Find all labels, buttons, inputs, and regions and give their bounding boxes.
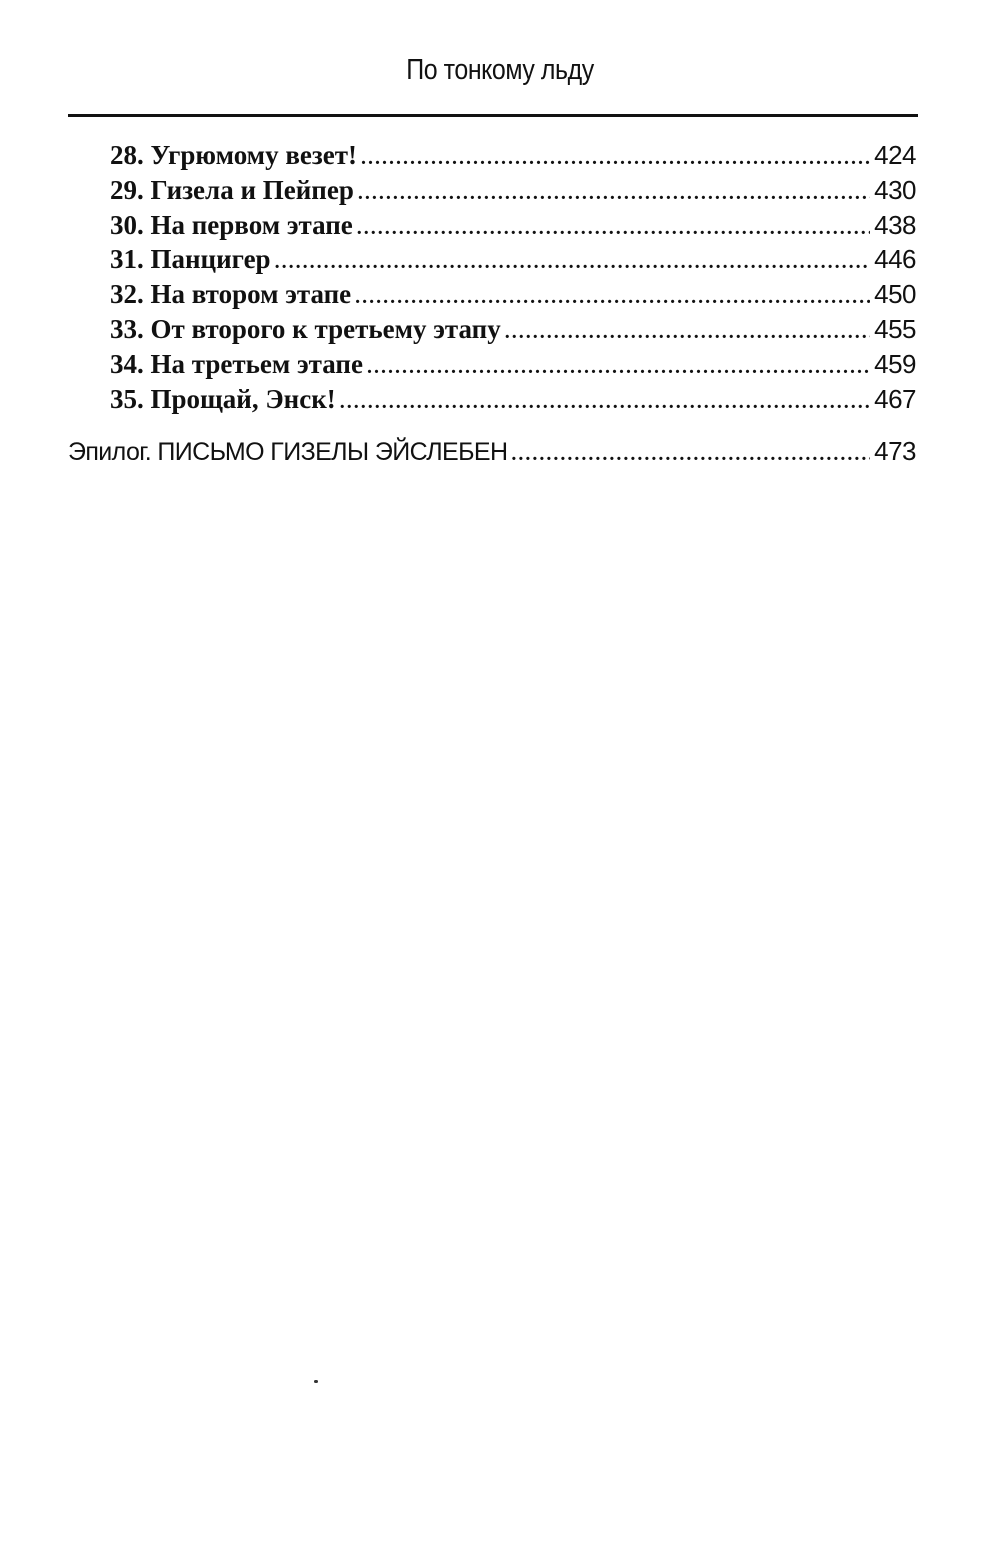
running-title: По тонкому льду — [406, 54, 594, 86]
toc-entry-title: 31. Панцигер — [110, 244, 271, 275]
toc-entry — [68, 140, 916, 175]
toc-entry — [68, 384, 916, 419]
toc-entry — [68, 314, 916, 349]
toc-entry-title: 32. На втором этапе — [110, 279, 352, 310]
toc-entry — [68, 279, 916, 314]
toc-entry — [68, 175, 916, 210]
toc-entry-page: 438 — [874, 209, 916, 240]
dot-leader — [340, 391, 870, 414]
toc-entry-page: 459 — [874, 348, 916, 379]
toc-entry-page: 450 — [874, 279, 916, 310]
toc-entry — [68, 244, 916, 279]
toc-epilogue-entry — [68, 436, 916, 471]
toc-entry — [68, 349, 916, 384]
dot-leader — [511, 443, 870, 466]
toc-entry-title: 33. От второго к третьему этапу — [110, 313, 501, 344]
header-rule — [68, 114, 918, 117]
dot-leader — [355, 286, 870, 309]
toc-entry-page: 455 — [874, 313, 916, 344]
toc-epilogue-title: Эпилог. ПИСЬМО ГИЗЕЛЫ ЭЙСЛЕБЕН — [68, 438, 508, 467]
toc-entry-title: 35. Прощай, Энск! — [110, 383, 336, 414]
dot-leader — [357, 217, 870, 240]
toc-entry-page: 424 — [874, 140, 916, 170]
dot-leader — [275, 251, 871, 274]
table-of-contents — [68, 140, 916, 471]
toc-entry-page: 446 — [874, 244, 916, 275]
toc-entry-title: 28. Угрюмому везет! — [110, 140, 357, 170]
print-speck — [314, 1380, 318, 1383]
toc-entry-page: 467 — [874, 383, 916, 414]
toc-epilogue-page: 473 — [874, 436, 916, 467]
toc-entry-title: 30. На первом этапе — [110, 209, 353, 240]
dot-leader — [367, 356, 870, 379]
toc-entry — [68, 210, 916, 245]
dot-leader — [505, 321, 870, 344]
dot-leader — [358, 182, 870, 205]
toc-entry-title: 34. На третьем этапе — [110, 348, 363, 379]
toc-entry-title: 29. Гизела и Пейпер — [110, 174, 354, 205]
toc-entry-page: 430 — [874, 174, 916, 205]
dot-leader — [361, 147, 870, 170]
